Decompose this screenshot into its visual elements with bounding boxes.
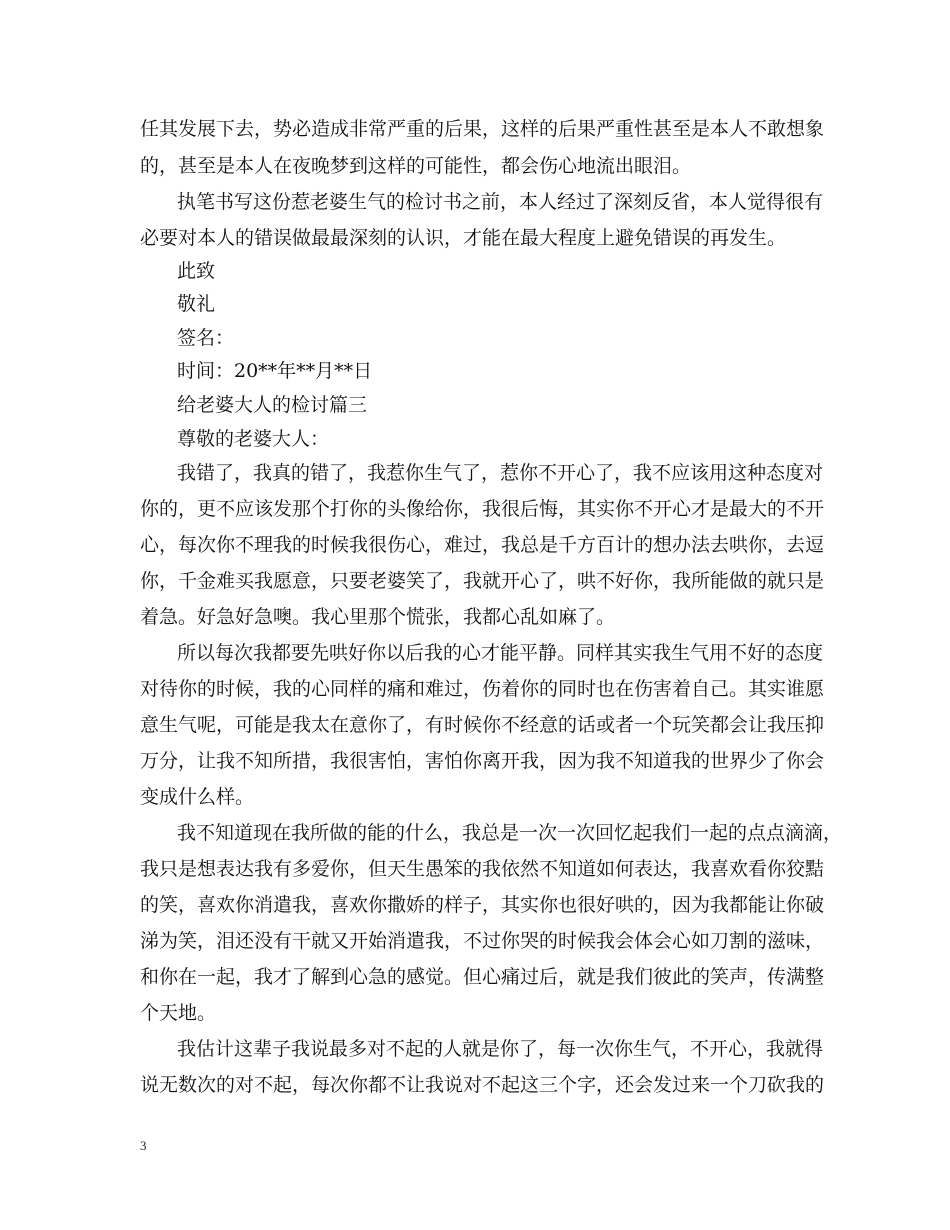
- text-line: 你的，更不应该发那个打你的头像给你，我很后悔，其实你不开心才是最大的不开: [140, 498, 825, 520]
- text-line: 我估计这辈子我说最多对不起的人就是你了，每一次你生气，不开心，我就得: [177, 1038, 824, 1060]
- text-line: 任其发展下去，势必造成非常严重的后果，这样的后果严重性甚至是本人不敢想象: [140, 118, 825, 140]
- text-line: 对待你的时候，我的心同样的痛和难过，伤着你的同时也在伤害着自己。其实谁愿: [140, 678, 825, 700]
- greeting: 尊敬的老婆大人：: [177, 428, 330, 450]
- text-line: 的，甚至是本人在夜晚梦到这样的可能性，都会伤心地流出眼泪。: [140, 155, 692, 177]
- text-line: 你，千金难买我愿意，只要老婆笑了，我就开心了，哄不好你，我所能做的就只是: [140, 570, 825, 592]
- text-line: 说无数次的对不起，每次你都不让我说对不起这三个字，还会发过来一个刀砍我的: [140, 1074, 825, 1096]
- text-line: 我错了，我真的错了，我惹你生气了，惹你不开心了，我不应该用这种态度对: [177, 462, 824, 484]
- text-line: 必要对本人的错误做最最深刻的认识，才能在最大程度上避免错误的再发生。: [140, 227, 787, 249]
- text-line: 心，每次你不理我的时候我很伤心，难过，我总是千方百计的想办法去哄你，去逗: [140, 534, 825, 556]
- text-line: 涕为笑，泪还没有干就又开始消遣我，不过你哭的时候我会体会心如刀割的滋味，: [140, 930, 825, 952]
- text-line: 我只是想表达我有多爱你，但天生愚笨的我依然不知道如何表达，我喜欢看你狡黠: [140, 858, 825, 880]
- text-line: 我不知道现在我所做的能的什么，我总是一次一次回忆起我们一起的点点滴滴，: [177, 822, 843, 844]
- signature-label: 签名：: [177, 327, 235, 349]
- text-line: 意生气呢，可能是我太在意你了，有时候你不经意的话或者一个玩笑都会让我压抑: [140, 714, 825, 736]
- date-line: 时间：20**年**月**日: [177, 360, 373, 382]
- text-line: 和你在一起，我才了解到心急的感觉。但心痛过后，就是我们彼此的笑声，传满整: [140, 966, 825, 988]
- section-title: 给老婆大人的检讨篇三: [177, 394, 368, 416]
- text-line: 着急。好急好急噢。我心里那个慌张，我都心乱如麻了。: [140, 606, 616, 628]
- text-line: 个天地。: [140, 1002, 217, 1024]
- text-line: 变成什么样。: [140, 786, 255, 808]
- text-line: 执笔书写这份惹老婆生气的检讨书之前，本人经过了深刻反省，本人觉得很有: [177, 191, 824, 213]
- text-line: 万分，让我不知所措，我很害怕，害怕你离开我，因为我不知道我的世界少了你会: [140, 750, 825, 772]
- text-line: 所以每次我都要先哄好你以后我的心才能平静。同样其实我生气用不好的态度: [177, 642, 824, 664]
- closing-salutation: 此致: [177, 260, 216, 282]
- text-line: 的笑，喜欢你消遣我，喜欢你撒娇的样子，其实你也很好哄的，因为我都能让你破: [140, 894, 825, 916]
- closing-regards: 敬礼: [177, 293, 216, 315]
- page-number: 3: [140, 1138, 147, 1153]
